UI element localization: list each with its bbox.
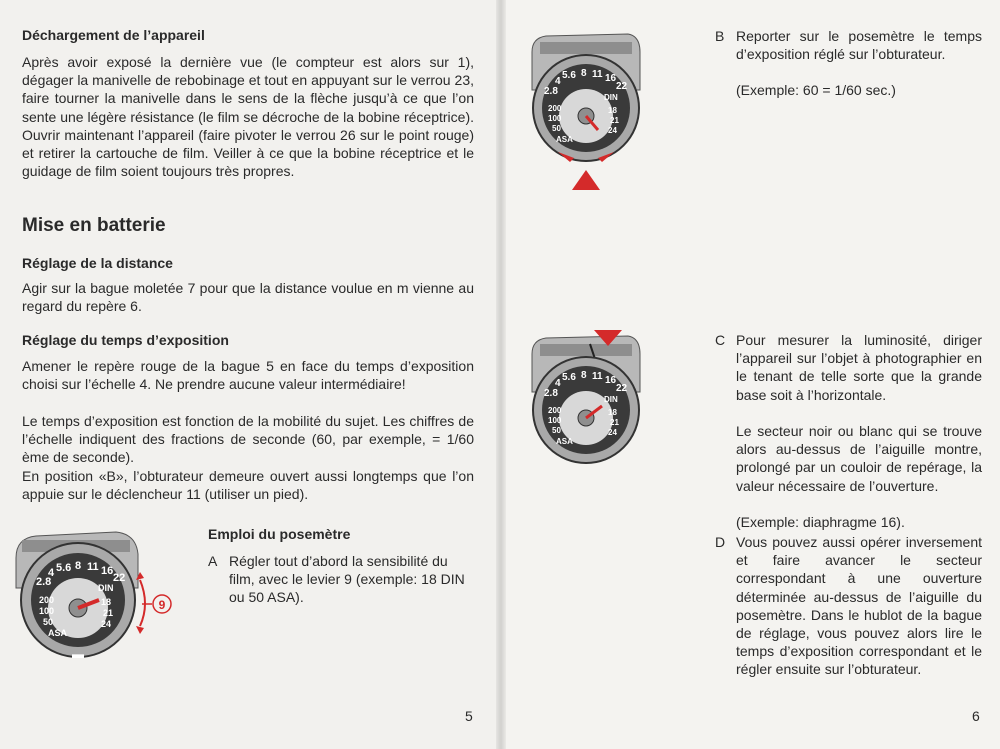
dial-a-iso-2: 50 bbox=[43, 617, 54, 627]
dial-b-iso-unit: ASA bbox=[556, 135, 573, 144]
dial-b-outer-scale-3: 8 bbox=[581, 68, 587, 79]
dial-a-din-1: 21 bbox=[103, 608, 114, 618]
dial-a-iso-unit: ASA bbox=[48, 628, 68, 638]
dial-c-outer-scale-4: 11 bbox=[592, 371, 603, 382]
dial-a-iso-0: 200 bbox=[39, 595, 55, 605]
dial-illustration-b bbox=[528, 30, 646, 194]
dial-a-outer-scale-4: 11 bbox=[87, 561, 99, 573]
right-page bbox=[500, 0, 1000, 749]
item-c-letter: C bbox=[715, 332, 726, 348]
item-a-letter: A bbox=[208, 553, 218, 569]
item-b-text: Reporter sur le posemètre le temps d’exposition réglé sur l’obturateur. bbox=[736, 28, 982, 63]
item-c-text: Pour mesurer la luminosité, diriger l’appareil sur l’objet à photographier en le tenant de telle sorte que la grande base soit à l’horizontale. bbox=[736, 332, 982, 403]
heading-mise-en-batterie: Mise en batterie bbox=[22, 215, 166, 236]
dial-b-din-unit: DIN bbox=[604, 93, 618, 102]
item-b-example: (Exemple: 60 = 1/60 sec.) bbox=[736, 82, 896, 98]
dial-b-din-2: 24 bbox=[608, 126, 617, 135]
dial-a-outer-scale-5: 16 bbox=[101, 565, 114, 577]
dial-b-iso-1: 100 bbox=[548, 114, 562, 123]
dial-c-outer-scale-5: 16 bbox=[605, 375, 617, 386]
dial-c-iso-unit: ASA bbox=[556, 437, 573, 446]
page-number-left: 5 bbox=[465, 708, 473, 724]
item-c-example: (Exemple: diaphragme 16). bbox=[736, 514, 905, 530]
dial-b-din-0: 18 bbox=[608, 106, 617, 115]
dial-a-din-unit: DIN bbox=[98, 583, 114, 593]
page-fold bbox=[496, 0, 506, 749]
dial-b-outer-scale-4: 11 bbox=[592, 69, 603, 80]
dial-b-outer-scale-2: 5.6 bbox=[562, 70, 576, 81]
dial-illustration-c bbox=[528, 328, 646, 474]
dial-c-iso-1: 100 bbox=[548, 416, 562, 425]
dial-c-din-unit: DIN bbox=[604, 395, 618, 404]
item-a-text: Régler tout d’abord la sensibilité du film, avec le levier 9 (exemple: 18 DIN ou 50 ASA). bbox=[229, 553, 465, 606]
dial-b-din-1: 21 bbox=[610, 116, 619, 125]
heading-posemetre: Emploi du posemètre bbox=[208, 526, 351, 542]
para-distance: Agir sur la bague moletée 7 pour que la distance voulue en m vienne au regard du repère 6. bbox=[22, 280, 474, 315]
dial-c-outer-scale-3: 8 bbox=[581, 370, 587, 381]
dial-a-outer-scale-0: 2.8 bbox=[36, 576, 52, 588]
item-d-text: Vous pouvez aussi opérer inversement et faire avancer le secteur correspondant à une ouverture déterminée au-dessus de l’aiguille du posemètre. Dans le hublot de la bague de réglage, vous pouvez alors lire le temps d’exposition correspondant et le régler ensuite sur l’obturateur. bbox=[736, 534, 982, 678]
heading-exposition: Réglage du temps d’exposition bbox=[22, 332, 229, 348]
dial-illustration-a bbox=[12, 528, 180, 660]
svg-text:▬: ▬ bbox=[72, 647, 84, 660]
heading-dechargement: Déchargement de l’appareil bbox=[22, 27, 205, 43]
dial-c-outer-scale-1: 4 bbox=[555, 378, 561, 389]
dial-b-outer-scale-1: 4 bbox=[555, 76, 561, 87]
dial-a-outer-scale-2: 5.6 bbox=[56, 562, 72, 574]
item-c-text2: Le secteur noir ou blanc qui se trouve alors au-dessus de l’aiguille montre, prolongé par un couloir de repérage, la valeur nécessaire de l’ouverture. bbox=[736, 423, 982, 494]
dial-c-iso-2: 50 bbox=[552, 426, 561, 435]
dial-a-lever-label: 9 bbox=[158, 598, 166, 612]
dial-a-din-2: 24 bbox=[101, 619, 112, 629]
dial-c-outer-scale-2: 5.6 bbox=[562, 372, 576, 383]
dial-c-din-2: 24 bbox=[608, 428, 617, 437]
dial-c-outer-scale-0: 2.8 bbox=[544, 388, 558, 399]
dial-c-din-0: 18 bbox=[608, 408, 617, 417]
dial-b-outer-scale-6: 22 bbox=[616, 81, 628, 92]
dial-a-din-0: 18 bbox=[101, 597, 112, 607]
page-number-right: 6 bbox=[972, 708, 980, 724]
dial-a-outer-scale-1: 4 bbox=[48, 567, 55, 579]
dial-b-outer-scale-5: 16 bbox=[605, 73, 617, 84]
para-exposition-1: Amener le repère rouge de la bague 5 en face du temps d’exposition choisi sur l’échelle 4. Ne prendre aucune valeur intermédiaire! bbox=[22, 358, 474, 393]
dial-b-iso-2: 50 bbox=[552, 124, 561, 133]
dial-b-iso-0: 200 bbox=[548, 104, 562, 113]
dial-c-din-1: 21 bbox=[610, 418, 619, 427]
para-exposition-2: Le temps d’exposition est fonction de la mobilité du sujet. Les chiffres de l’échelle indiquent des fractions de seconde (60, par exemple, = 1/60 ème de seconde). bbox=[22, 413, 474, 466]
dial-a-iso-1: 100 bbox=[39, 606, 55, 616]
dial-b-outer-scale-0: 2.8 bbox=[544, 86, 558, 97]
para-exposition-3: En position «B», l’obturateur demeure ouvert aussi longtemps que l’on appuie sur le déclencheur 11 (utiliser un pied). bbox=[22, 468, 474, 503]
dial-a-outer-scale-6: 22 bbox=[113, 572, 126, 584]
dial-a-outer-scale-3: 8 bbox=[75, 560, 82, 572]
para-dechargement: Après avoir exposé la dernière vue (le compteur est alors sur 1), dégager la manivelle de rebobinage et tout en appuyant sur le verrou 23, faire tourner la manivelle dans le sens de la flèche jusqu’à ce que l’on sente une légère résistance (le film se décroche de la bobine réceptrice). Ouvrir maintenant l’appareil (faire pivoter le verrou 26 sur le point rouge) et retirer la cartouche de film. Veiller à ce que la bobine réceptrice et le guidage de film soient toujours très propres. bbox=[22, 54, 474, 180]
item-d-letter: D bbox=[715, 534, 726, 550]
dial-c-outer-scale-6: 22 bbox=[616, 383, 628, 394]
heading-distance: Réglage de la distance bbox=[22, 255, 173, 271]
dial-c-iso-0: 200 bbox=[548, 406, 562, 415]
item-b-letter: B bbox=[715, 28, 725, 44]
